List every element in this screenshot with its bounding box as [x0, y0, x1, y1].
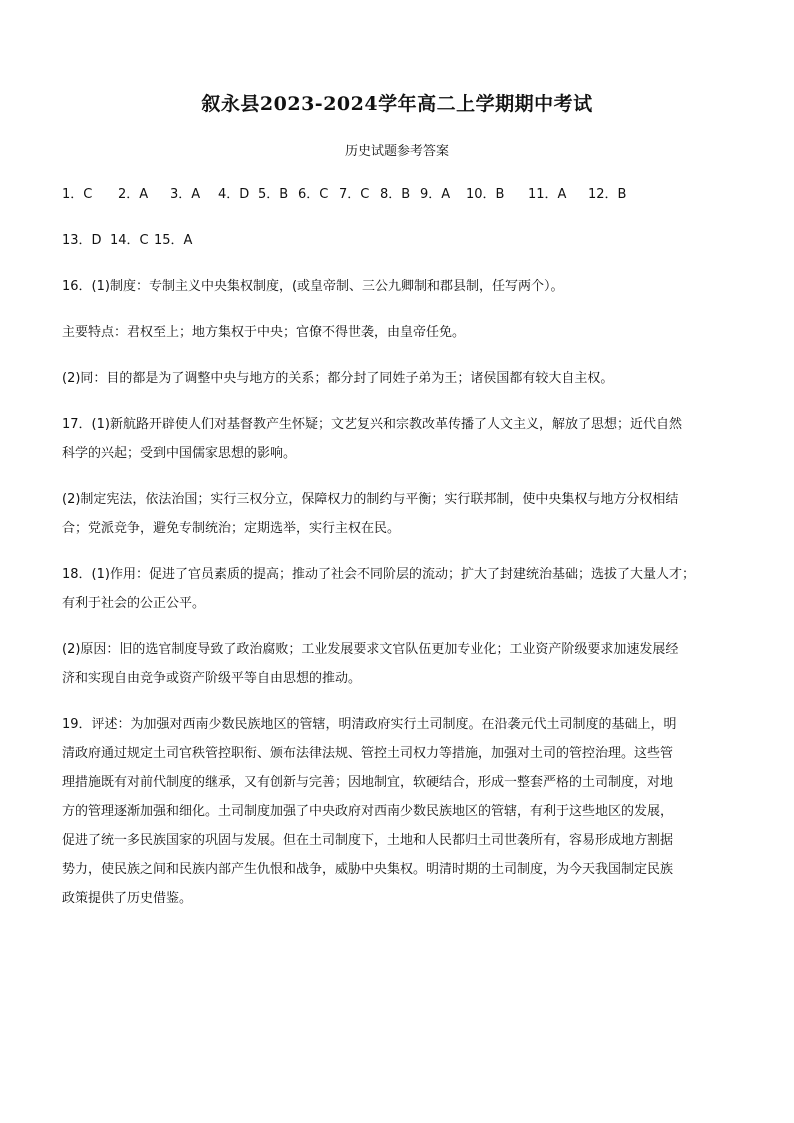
choice-answer: 1．C	[62, 187, 93, 202]
q19-commentary	[62, 710, 738, 913]
choice-answer: 14．C	[110, 233, 149, 248]
page-subtitle: 历史试题参考答案	[344, 144, 449, 159]
choice-answer: 8．B	[380, 187, 411, 202]
choice-answer: 9．A	[420, 187, 451, 202]
q19-line: 19．评述：为加强对西南少数民族地区的管辖，明清政府实行土司制度。在沿袭元代土司制度的基础上，明	[62, 717, 677, 732]
q18-part1-line2: 有利于社会的公正公平。	[62, 596, 206, 611]
q16-part1-text: 16．(1)制度：专制主义中央集权制度，(或皇帝制、三公九卿制和郡县制，任写两个）。	[62, 279, 564, 294]
q18-part1-line1: 18．(1)作用：促进了官员素质的提高；推动了社会不同阶层的流动；扩大了封建统治基础；选拔了大量人才；	[62, 567, 695, 582]
page-title: 叙永县2023-2024学年高二上学期期中考试	[201, 93, 593, 115]
q18-part2-line1: (2)原因：旧的选官制度导致了政治腐败；工业发展要求文官队伍更加专业化；工业资产阶级要求加速发展经	[62, 642, 679, 657]
q19-line: 清政府通过规定土司官秩管控职衔、颁布法律法规、管控土司权力等措施，加强对土司的管控治理。这些管	[62, 746, 674, 761]
q17-part1	[62, 410, 738, 468]
q19-line: 政策提供了历史借鉴。	[62, 891, 193, 906]
choice-answer: 5．B	[258, 187, 289, 202]
choice-answer: 12．B	[588, 187, 627, 202]
q18-part1	[62, 560, 738, 618]
q16-part2-text: (2)同：目的都是为了调整中央与地方的关系；都分封了同姓子弟为王；诸侯国都有较大自主权。	[62, 371, 614, 386]
answer-body	[62, 180, 738, 913]
choice-answer: 3．A	[170, 187, 201, 202]
q16-features-text: 主要特点：君权至上；地方集权于中央；官僚不得世袭，由皇帝任免。	[62, 325, 466, 340]
q18-part2	[62, 635, 738, 693]
q17-part2	[62, 485, 738, 543]
choice-answers-row-1	[62, 180, 738, 209]
choice-answer: 11．A	[528, 187, 567, 202]
q19-line: 理措施既有对前代制度的继承，又有创新与完善；因地制宜，软硬结合，形成一整套严格的土司制度，对地	[62, 775, 674, 790]
q17-part2-line1: (2)制定宪法，依法治国；实行三权分立，保障权力的制约与平衡；实行联邦制，使中央集权与地方分权相结	[62, 492, 679, 507]
choice-answer: 4．D	[218, 187, 250, 202]
choice-answer: 7．C	[339, 187, 370, 202]
q19-line: 促进了统一多民族国家的巩固与发展。但在土司制度下，土地和人民都归土司世袭所有，容易形成地方割据	[62, 833, 674, 848]
q17-part1-line2: 科学的兴起；受到中国儒家思想的影响。	[62, 446, 297, 461]
choice-answer: 10．B	[466, 187, 505, 202]
q19-line: 方的管理逐渐加强和细化。土司制度加强了中央政府对西南少数民族地区的管辖，有利于这些地区的发展，	[62, 804, 674, 819]
q17-part2-line2: 合；党派竞争，避免专制统治；定期选举，实行主权在民。	[62, 521, 401, 536]
q19-line: 势力，使民族之间和民族内部产生仇恨和战争，威胁中央集权。明清时期的土司制度，为今天我国制定民族	[62, 862, 674, 877]
q18-part2-line2: 济和实现自由竞争或资产阶级平等自由思想的推动。	[62, 671, 362, 686]
choice-answer: 15．A	[154, 233, 193, 248]
choice-answer: 13．D	[62, 233, 102, 248]
choice-answer: 2．A	[118, 187, 149, 202]
q17-part1-line1: 17．(1)新航路开辟使人们对基督教产生怀疑；文艺复兴和宗教改革传播了人文主义，解放了思想；近代自然	[62, 417, 682, 432]
choice-answers-row-2	[62, 226, 738, 255]
choice-answer: 6．C	[298, 187, 329, 202]
